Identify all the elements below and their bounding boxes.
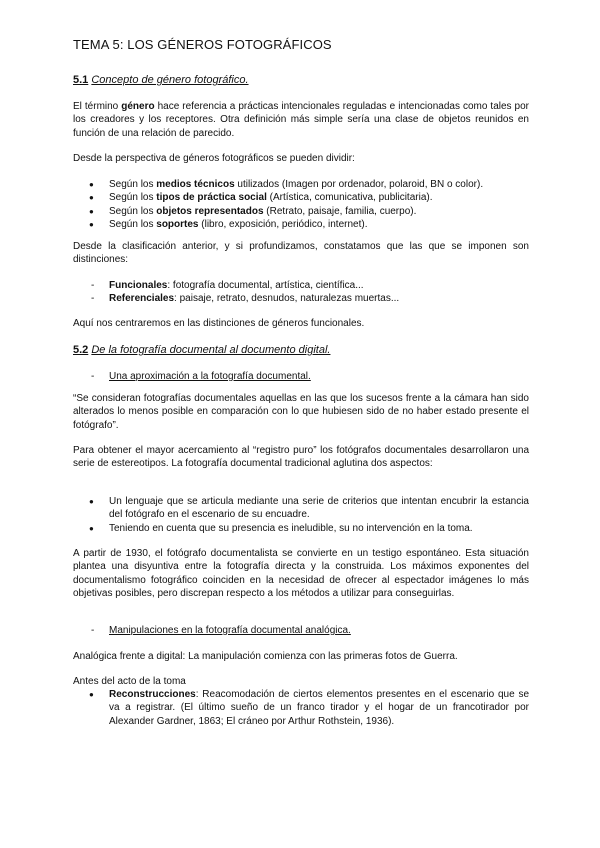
section-heading-5-2: [73, 343, 330, 357]
bold-term: género: [121, 101, 155, 112]
text-run: El término: [73, 101, 122, 112]
bold-term: tipos de práctica social: [156, 192, 267, 204]
paragraph-1930: A partir de 1930, el fotógrafo documentalista se convierte en un testigo espontáneo. Esta situación plantea una disyuntiva entre la fotografía directa y la construida. Los máximos exponentes del documentalismo fotográfico coinciden en la necesidad de ofrecer al espectador imágenes lo más objetivas posibles, pero discrepan respecto a los métodos a utilizar para conseguirlas.: [73, 548, 529, 599]
bullet-list-reconstrucciones: [73, 688, 529, 728]
paragraph-registro-puro: Para obtener el mayor acercamiento al “registro puro” los fotógrafos documentales desarrollaron una serie de estereotipos. La fotografía documental tradicional aglutina dos aspectos:: [73, 445, 529, 470]
list-item: [73, 292, 529, 305]
section-title: De la fotografía documental al documento digital.: [91, 344, 331, 356]
text-run: Según los: [109, 192, 157, 204]
paragraph-genero-definition: [73, 100, 529, 140]
list-item: [73, 178, 529, 191]
subheading-text: Manipulaciones en la fotografía documental analógica.: [109, 625, 351, 636]
list-item: [73, 624, 529, 637]
text-run: : Reacomodación de ciertos elementos presentes en el escenario que se va a registrar. (El último sueño de un franco tirador y el hogar de un francotirador por Alexander Gardner, 1863; El cráneo por Arthur Rothstein, 1936).: [109, 689, 529, 727]
dash-list-distinctions: [73, 279, 529, 306]
quote-documental: “Se consideran fotografías documentales aquellas en las que los sucesos frente a la cámara han sido alterados lo menos posible en comparación con lo que hubiesen sido de no haber estado presente el fotógrafo”.: [73, 393, 529, 431]
text-run: : fotografía documental, artística, científica...: [167, 280, 364, 291]
list-item: [73, 218, 529, 231]
text-run: (libro, exposición, periódico, internet).: [198, 218, 368, 230]
list-item: [73, 279, 529, 292]
bullet-list-aspects: [73, 495, 529, 535]
subheading-text: Una aproximación a la fotografía documental.: [109, 371, 311, 382]
bold-term: medios técnicos: [156, 179, 235, 190]
bold-term: Referenciales: [109, 293, 175, 305]
list-item: [73, 191, 529, 204]
bold-term: Reconstrucciones: [109, 689, 196, 700]
text-run: Según los: [109, 205, 157, 217]
text-run: Según los: [109, 218, 157, 230]
bold-term: Funcionales: [109, 280, 168, 291]
section-number: 5.2: [73, 344, 89, 356]
paragraph-analogica: Analógica frente a digital: La manipulación comienza con las primeras fotos de Guerra.: [73, 651, 458, 662]
paragraph-focus: Aquí nos centraremos en las distinciones de géneros funcionales.: [73, 318, 365, 329]
page-title: TEMA 5: LOS GÉNEROS FOTOGRÁFICOS: [73, 37, 332, 52]
text-run: (Retrato, paisaje, familia, cuerpo).: [263, 205, 417, 217]
list-item: [73, 370, 529, 383]
section-title: Concepto de género fotográfico.: [91, 74, 249, 86]
section-number: 5.1: [73, 74, 89, 86]
text-run: hace referencia a prácticas intencionales reguladas e intencionadas como tales por los creadores y los receptores. Otra definición más simple sería una clase de objetos reunidos en función de una relación de parecido.: [73, 101, 529, 139]
text-run: (Artística, comunicativa, publicitaria).: [266, 192, 433, 204]
paragraph-classification: Desde la clasificación anterior, y si profundizamos, constatamos que las que se imponen son distinciones:: [73, 241, 529, 266]
text-run: utilizados (Imagen por ordenador, polaroid, BN o color).: [234, 179, 484, 190]
list-item: [73, 205, 529, 218]
list-item: ● Teniendo en cuenta que su presencia es ineludible, su no intervención en la toma.: [73, 522, 529, 535]
text-run: : paisaje, retrato, desnudos, naturalezas muertas...: [174, 293, 400, 305]
list-item: [73, 688, 529, 728]
text-run: Según los: [109, 179, 157, 190]
paragraph-perspective: Desde la perspectiva de géneros fotográficos se pueden dividir:: [73, 153, 355, 164]
subheading-documental: [73, 370, 529, 383]
list-item: ● Un lenguaje que se articula mediante una serie de criterios que intentan encubrir la estancia del fotógrafo en el escenario de su encuadre.: [73, 495, 529, 522]
bullet-list-criteria: [73, 178, 529, 231]
paragraph-antes-toma: Antes del acto de la toma: [73, 676, 186, 687]
bold-term: objetos representados: [156, 205, 264, 217]
bold-term: soportes: [156, 218, 199, 230]
section-heading-5-1: [73, 73, 249, 87]
subheading-manipulaciones: [73, 624, 529, 637]
